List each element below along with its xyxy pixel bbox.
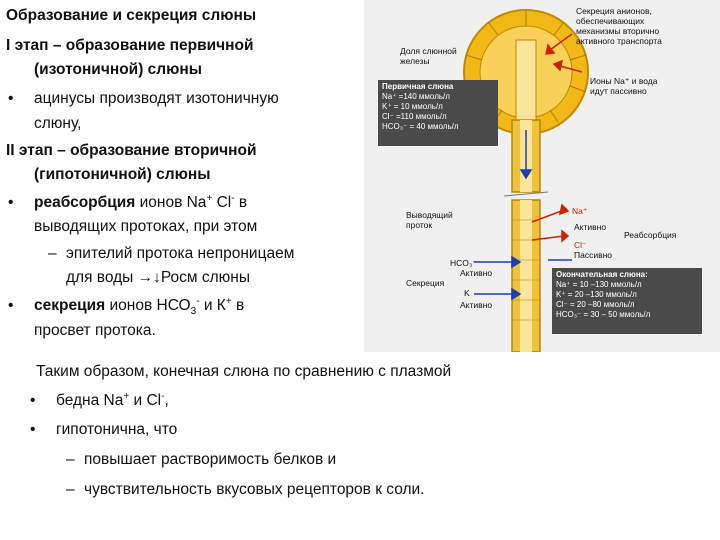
label-k-ion: K: [464, 288, 470, 298]
bullet-secretion: • секреция ионов $НСО_3^-$ и К+ в: [34, 296, 244, 316]
dash-epithelium-cont: для воды →↓Росм слюны: [66, 269, 250, 286]
summary-bullet-hypotonic: • гипотонична, что: [56, 420, 177, 440]
summary-dash-solubility: – повышает растворимость белков и: [84, 450, 336, 470]
summary-dash-taste: – чувствительность вкусовых рецепторов к соли.: [84, 480, 425, 500]
stage2-heading: II этап – образование вторичной: [6, 142, 257, 159]
stage1-heading: I этап – образование первичной: [6, 37, 254, 54]
bullet-acini: • ацинусы производят изотоничную: [34, 89, 279, 109]
bullet-reabsorption-cont: выводящих протоках, при этом: [34, 218, 258, 235]
stage2-heading-cont: (гипотоничной) слюны: [34, 166, 211, 183]
dash-epithelium: – эпителий протока непроницаем: [66, 244, 294, 264]
label-gland-lobe: Доля слюнной железы: [400, 46, 457, 66]
final-saliva-box: Окончательная слюна: Na⁺ = 10 –130 ммоль/л K⁺ = 20 –130 ммоль/л Cl⁻ = 20 –80 ммоль/л HCO₃⁻ = 30 – 50 ммоль/л: [552, 268, 702, 334]
label-reabsorption: Реабсорбция: [624, 230, 677, 240]
label-cl-ion: Cl⁻: [574, 240, 587, 250]
label-active-2: Активно: [460, 268, 493, 278]
label-hco3: HCO₃⁻: [450, 258, 477, 268]
label-na-ion: Na⁺: [572, 206, 588, 216]
label-passive-ions: Ионы Na⁺ и вода идут пассивно: [590, 76, 658, 96]
stage1-heading-cont: (изотоничной) слюны: [34, 61, 202, 78]
label-anion-secretion: Секреция анионов, обеспечивающих механизмы вторично активного транспорта: [576, 6, 662, 46]
primary-saliva-box: Первичная слюна Na⁺ =140 ммоль/л K⁺ = 10 ммоль/л Cl⁻ =110 ммоль/л HCO₃⁻ = 40 ммоль/л: [378, 80, 498, 146]
slide-title: Образование и секреция слюны: [6, 7, 257, 24]
bullet-acini-cont: слюну,: [34, 115, 82, 132]
summary-text: Таким образом, конечная слюна по сравнению с плазмой: [36, 363, 452, 380]
salivary-gland-figure: [364, 0, 720, 352]
label-active-3: Активно: [460, 300, 493, 310]
label-passive: Пассивно: [574, 250, 613, 260]
label-secretion: Секреция: [406, 278, 445, 288]
label-excretory-duct: Выводящий проток: [406, 210, 453, 230]
bullet-reabsorption: • реабсорбция ионов Na+ Cl- в: [34, 193, 247, 213]
summary-bullet-poor: • бедна Na+ и Cl-,: [56, 391, 169, 411]
label-active-1: Активно: [574, 222, 607, 232]
bullet-secretion-cont: просвет протока.: [34, 322, 156, 339]
